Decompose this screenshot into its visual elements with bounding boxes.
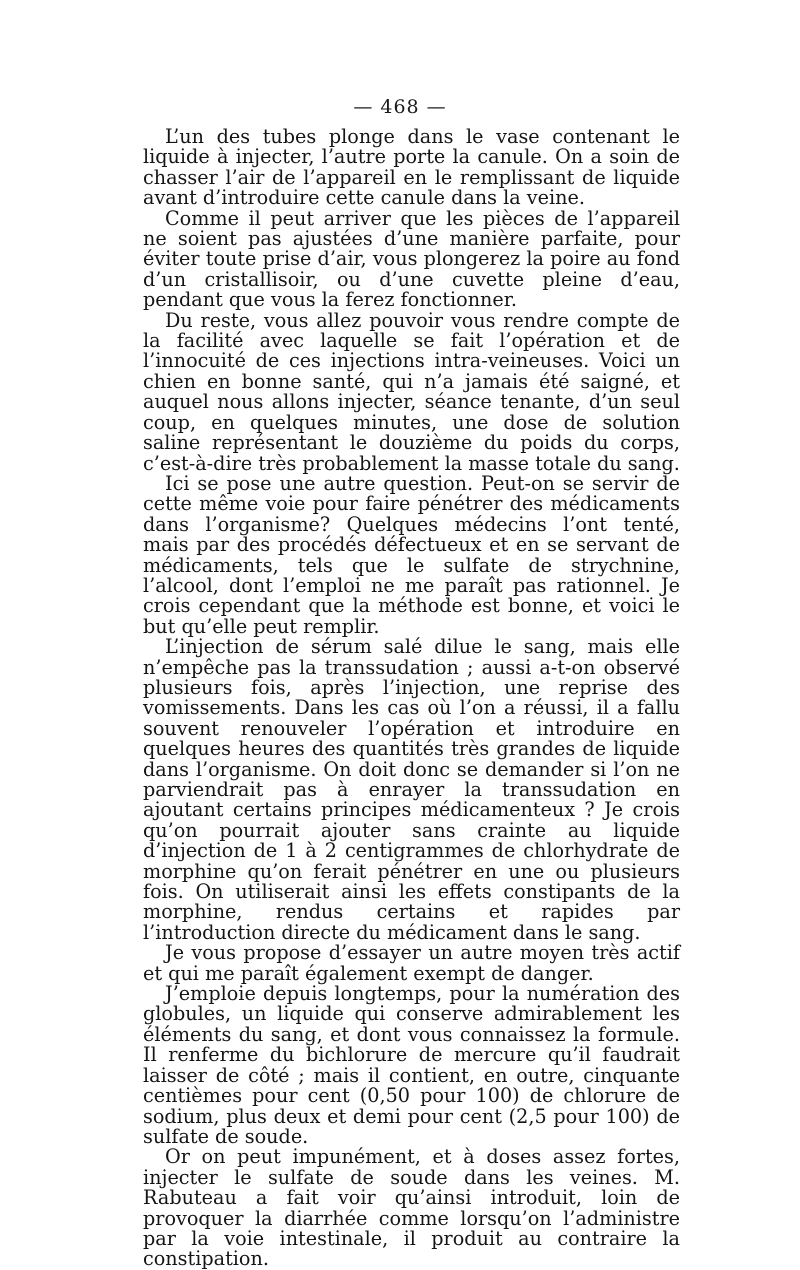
paragraph-4: Ici se pose une autre question. Peut-on se servir de cette même voie pour faire pénétrer des médicaments dans l’organisme? Quelques médecins l’ont tenté, mais par des procédés défectueux et en se servant de médicaments, tels que le sulfate de strychnine, l’alcool, dont l’emploi ne me paraît pas rationnel. Je crois cependant que la méthode est bonne, et voici le but qu’elle peut remplir. (143, 471, 680, 638)
page-number: — 468 — (353, 96, 447, 118)
paragraph-1: L’un des tubes plonge dans le vase contenant le liquide à injecter, l’autre porte la canule. On a soin de chasser l’air de l’appareil en le remplissant de liquide avant d’introduire cette canule dans la veine. (143, 125, 680, 210)
paragraph-6: Je vous propose d’essayer un autre moyen très actif et qui me paraît également exempt de danger. (143, 941, 680, 985)
paragraph-7: J’emploie depuis longtemps, pour la numération des globules, un liquide qui conserve admirablement les éléments du sang, et dont vous connaissez la formule. Il renferme du bichlorure de mercure qu’il faudrait laisser de côté ; mais il contient, en outre, cinquante centièmes pour cent (0,50 pour 100) de chlorure de sodium, plus deux et demi pour cent (2,5 pour 100) de sulfate de soude. (143, 982, 680, 1148)
paragraph-5: L’injection de sérum salé dilue le sang, mais elle n’empêche pas la transsudation ; aussi a-t-on observé plusieurs fois, après l’injection, une reprise des vomissements. Dans les cas où l’on a réussi, il a fallu souvent renouveler l’opération et introduire en quelques heures des quantités très grandes de liquide dans l’organisme. On doit donc se demander si l’on ne parviendrait pas à enrayer la transsudation en ajoutant certains principes médicamenteux ? Je crois qu’on pourrait ajouter sans crainte au liquide d’injection de 1 à 2 centigrammes de chlorhydrate de morphine qu’on ferait pénétrer en une ou plusieurs fois. On utiliserait ainsi les effets constipants de la morphine, rendus certains et rapides par l’introduction directe du médicament dans le sang. (143, 635, 680, 944)
paragraph-8: Or on peut impunément, et à doses assez fortes, injecter le sulfate de soude dans les veines. M. Rabuteau a fait voir qu’ainsi introduit, loin de provoquer la diarrhée comme lorsqu’on l’administre par la voie intestinale, il produit au contraire la constipation. (143, 1145, 680, 1270)
paragraph-3: Du reste, vous allez pouvoir vous rendre compte de la facilité avec laquelle se fait l’opération et de l’innocuité de ces injections intra-veineuses. Voici un chien en bonne santé, qui n’a jamais été saigné, et auquel nous allons injecter, séance tenante, d’un seul coup, en quelques minutes, une dose de solution saline représentant le douzième du poids du corps, c’est-à-dire très probablement la masse totale du sang. (143, 308, 680, 475)
body-text (143, 127, 680, 1270)
paragraph-2: Comme il peut arriver que les pièces de l’appareil ne soient pas ajustées d’une manière parfaite, pour éviter toute prise d’air, vous plongerez la poire au fond d’un cristallisoir, ou d’une cuvette pleine d’eau, pendant que vous la ferez fonctionner. (143, 206, 680, 312)
